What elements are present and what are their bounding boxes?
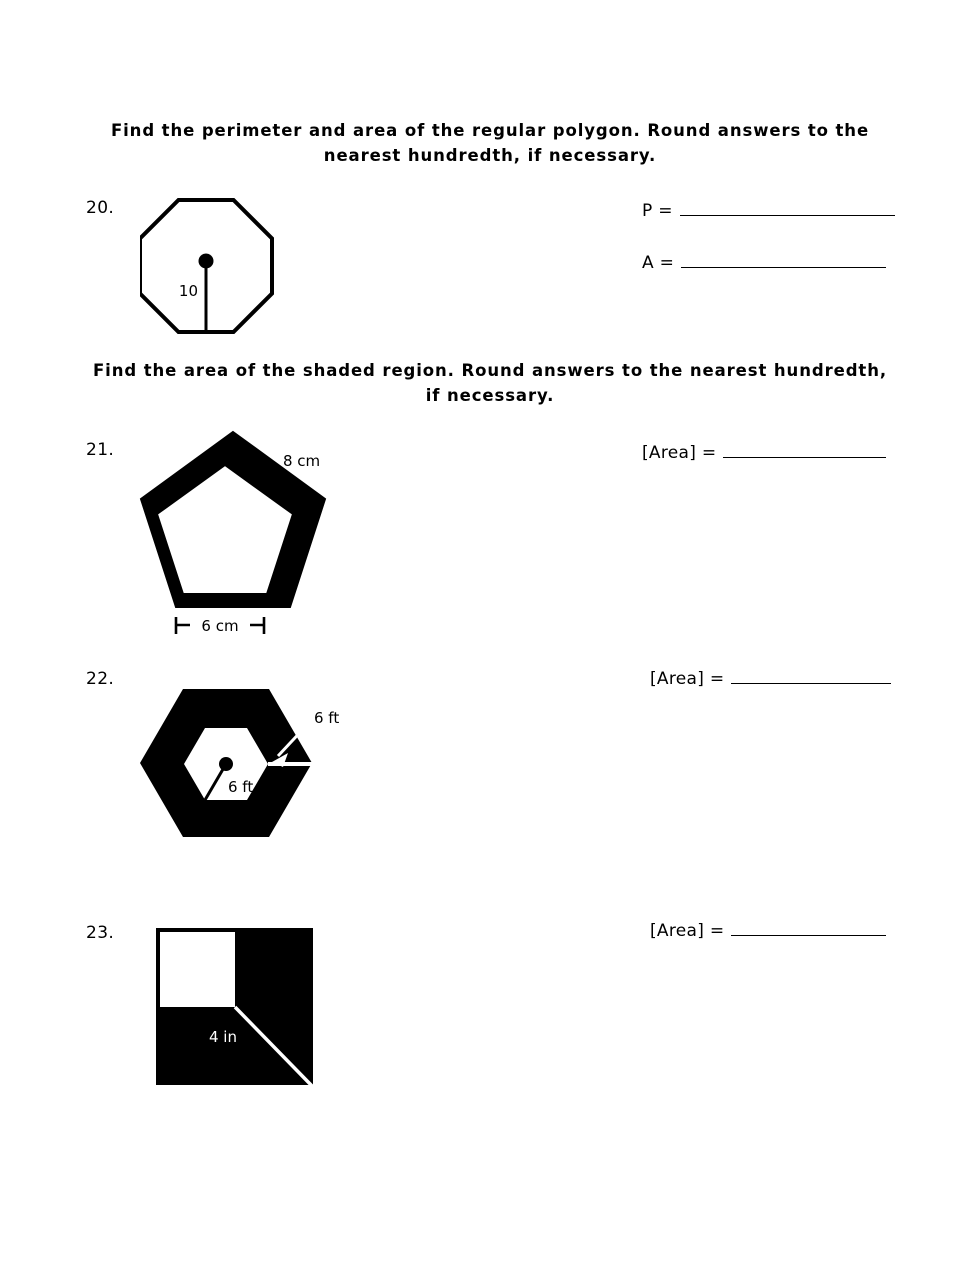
- answer-blank-22[interactable]: [731, 668, 891, 684]
- problem-number-21: 21.: [86, 440, 115, 460]
- figure-regular-octagon: [140, 190, 310, 339]
- figure-hexagon-shaded-ring: [128, 678, 368, 872]
- pentagon-inner-side-label: 6 cm: [201, 617, 239, 635]
- square-side-label: 4 in: [209, 1028, 237, 1046]
- answer-row-area: [642, 252, 886, 273]
- problem-number-23: 23.: [86, 923, 115, 943]
- answer-label-21: [Area] =: [642, 443, 717, 463]
- pentagon-svg: [130, 425, 345, 640]
- answer-label-area: A =: [642, 253, 675, 273]
- answer-row-perimeter: [642, 200, 895, 221]
- answer-label-23: [Area] =: [650, 921, 725, 941]
- answer-row-22: [650, 668, 891, 689]
- answer-label-perimeter: P =: [642, 201, 673, 221]
- hexagon-band-width-label: 6 ft: [314, 709, 340, 727]
- pentagon-outer-side-label: 8 cm: [283, 452, 321, 470]
- hexagon-svg: [128, 678, 368, 868]
- hexagon-center-dot: [219, 757, 233, 771]
- hexagon-inner-radius-label: 6 ft: [228, 778, 254, 796]
- figure-square-shaded: [148, 920, 328, 1104]
- problem-number-22: 22.: [86, 669, 115, 689]
- figure-pentagon-shaded-ring: [130, 425, 345, 644]
- square-svg: [148, 920, 328, 1100]
- answer-blank-area[interactable]: [681, 252, 886, 268]
- answer-row-23: [650, 920, 886, 941]
- center-dot: [199, 254, 214, 269]
- answer-blank-perimeter[interactable]: [680, 200, 895, 216]
- problem-number-20: 20.: [86, 198, 115, 218]
- octagon-svg: [140, 190, 310, 335]
- instruction-heading-shaded-region: Find the area of the shaded region. Round answers to the nearest hundredth, if necessary.: [92, 361, 888, 405]
- answer-row-21: [642, 442, 886, 463]
- answer-blank-21[interactable]: [723, 442, 886, 458]
- answer-blank-23[interactable]: [731, 920, 886, 936]
- instruction-heading-perimeter-area: Find the perimeter and area of the regular polygon. Round answers to the nearest hundredth, if necessary.: [110, 121, 870, 165]
- pentagon-dimension-line: [176, 614, 264, 636]
- answer-label-22: [Area] =: [650, 669, 725, 689]
- octagon-apothem-label: 10: [178, 282, 198, 300]
